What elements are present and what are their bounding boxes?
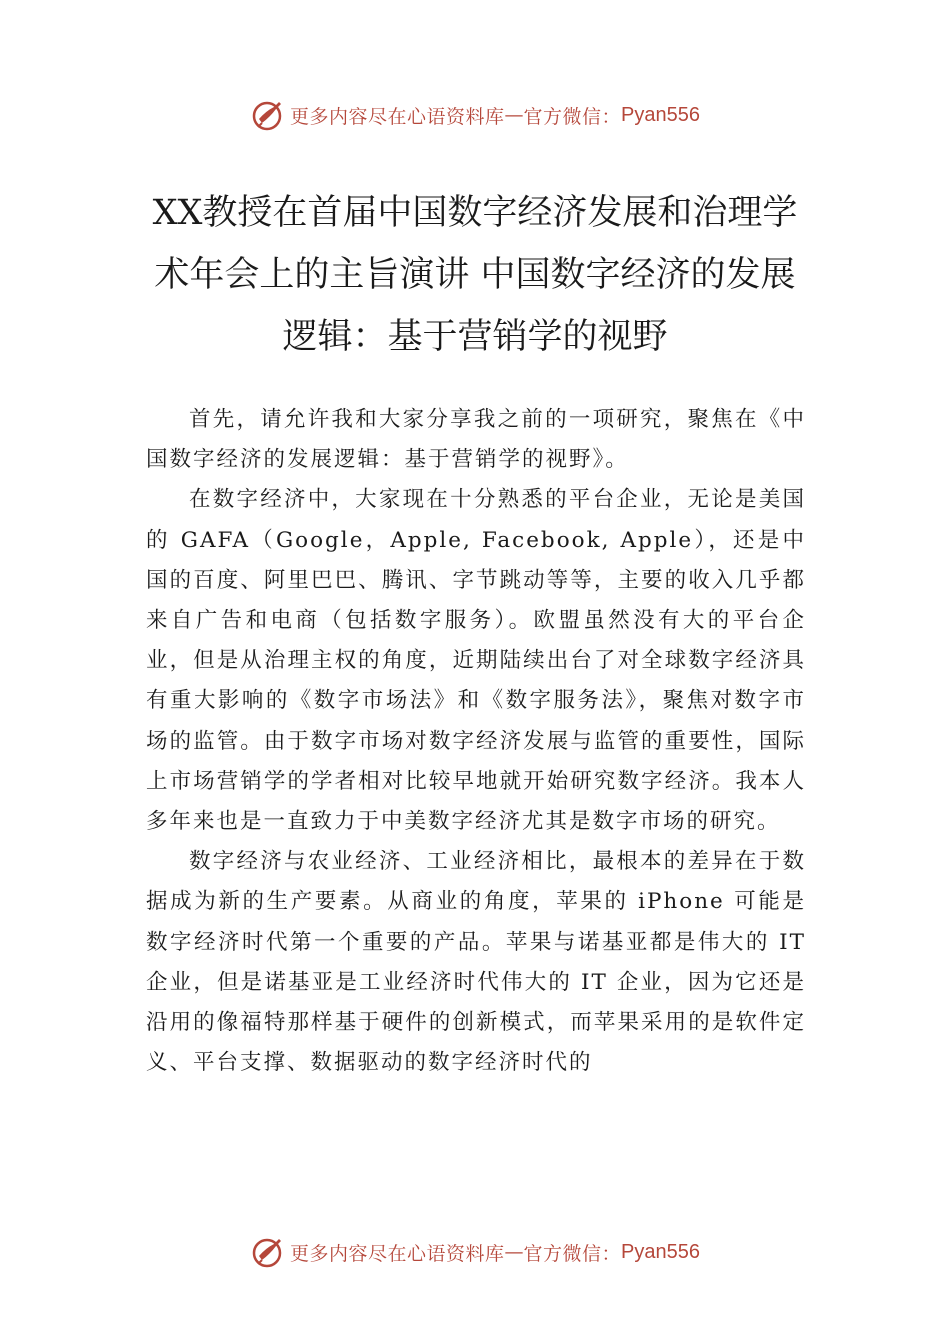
footer-banner <box>0 1232 950 1272</box>
banner-text: 更多内容尽在心语资料库 <box>290 1242 505 1265</box>
paragraph-2: 在数字经济中，大家现在十分熟悉的平台企业，无论是美国的 GAFA（Google，Apple, Facebook, Apple），还是中国的百度、阿里巴巴、腾讯、字节跳动等等，主要的收入几乎都来自广告和电商（包括数字服务）。欧盟虽然没有大的平台企业，但是从治理主权的角度，近期陆续出台了对全球数字经济具有重大影响的《数字市场法》和《数字服务法》，聚焦对数字市场的监管。由于数字市场对数字经济发展与监管的重要性，国际上市场营销学的学者相对比较早地就开始研究数字经济。我本人多年来也是一直致力于中美数字经济尤其是数字市场的研究。 <box>146 487 806 835</box>
banner-separator: — <box>504 1241 524 1263</box>
paragraph-3: 数字经济与农业经济、工业经济相比，最根本的差异在于数据成为新的生产要素。从商业的角度，苹果的 iPhone 可能是数字经济时代第一个重要的产品。苹果与诺基亚都是伟大的 IT 企业，但是诺基亚是工业经济时代伟大的 IT 企业，因为它还是沿用的像福特那样基于硬件的创新模式，而苹果采用的是软件定义、平台支撑、数据驱动的数字经济时代的 <box>146 849 806 1076</box>
pen-logo-icon <box>250 1234 286 1270</box>
paragraph-1: 首先，请允许我和大家分享我之前的一项研究，聚焦在《中国数字经济的发展逻辑：基于营销学的视野》。 <box>146 407 806 473</box>
header-banner <box>0 95 950 135</box>
document-title: XX教授在首届中国数字经济发展和治理学术年会上的主旨演讲 中国数字经济的发展逻辑：基于营销学的视野 <box>152 193 798 357</box>
banner-label: 官方微信： <box>523 105 622 128</box>
document-body <box>146 400 806 1083</box>
banner-wechat-id: Pyan556 <box>621 1240 700 1263</box>
pen-logo-icon <box>250 97 286 133</box>
banner-separator: — <box>504 104 524 126</box>
banner-wechat-id: Pyan556 <box>621 103 700 126</box>
banner-text: 更多内容尽在心语资料库 <box>290 105 505 128</box>
banner-label: 官方微信： <box>523 1242 622 1265</box>
